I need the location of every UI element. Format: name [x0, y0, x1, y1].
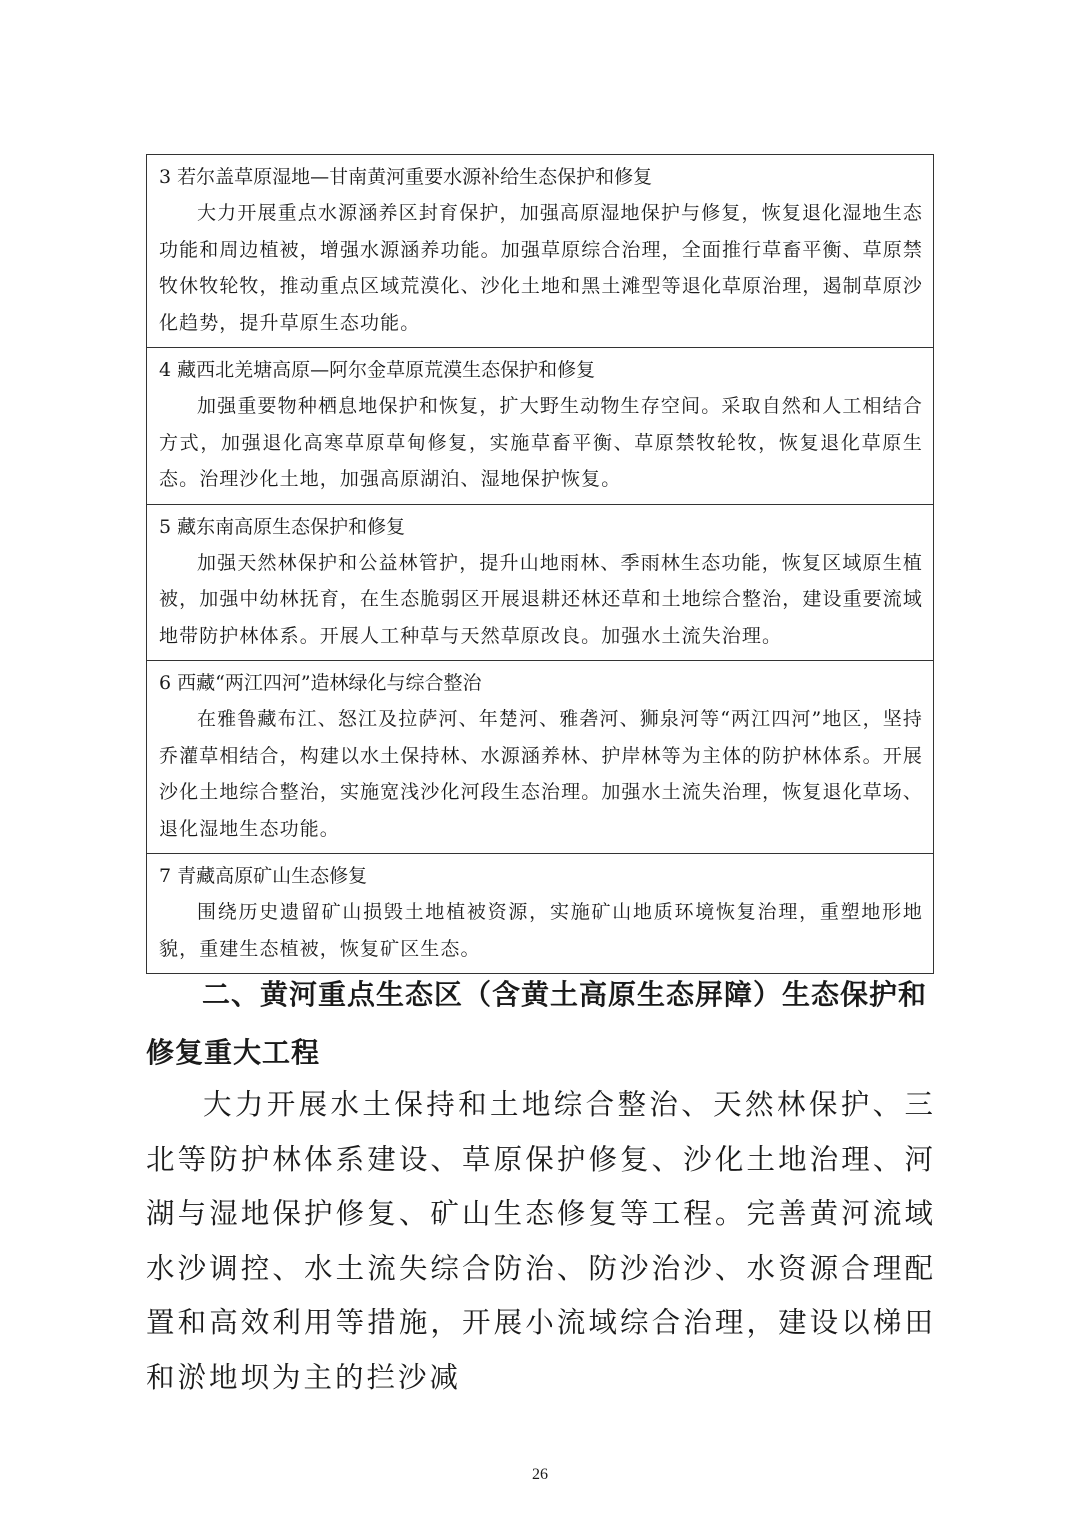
row-title: 7 青藏高原矿山生态修复	[159, 865, 368, 887]
table-row	[147, 155, 933, 347]
table-row	[147, 660, 933, 853]
table-row	[147, 504, 933, 661]
table-row	[147, 347, 933, 504]
row-title: 4 藏西北羌塘高原—阿尔金草原荒漠生态保护和修复	[159, 359, 596, 381]
row-body: 围绕历史遗留矿山损毁土地植被资源，实施矿山地质环境恢复治理，重塑地形地貌，重建生态植被，恢复矿区生态。	[159, 901, 923, 960]
row-body: 加强重要物种栖息地保护和恢复，扩大野生动物生存空间。采取自然和人工相结合方式，加强退化高寒草原草甸修复，实施草畜平衡、草原禁牧轮牧，恢复退化草原生态。治理沙化土地，加强高原湖泊、湿地保护恢复。	[159, 395, 923, 490]
project-table	[146, 154, 934, 974]
table-row	[147, 853, 933, 973]
page-number: 26	[532, 1466, 548, 1483]
section-heading: 二、黄河重点生态区（含黄土高原生态屏障）生态保护和修复重大工程	[146, 978, 928, 1069]
row-body: 在雅鲁藏布江、怒江及拉萨河、年楚河、雅砻河、狮泉河等“两江四河”地区，坚持乔灌草相结合，构建以水土保持林、水源涵养林、护岸林等为主体的防护林体系。开展沙化土地综合整治，实施宽浅沙化河段生态治理。加强水土流失治理，恢复退化草场、退化湿地生态功能。	[159, 708, 923, 840]
body-paragraph: 大力开展水土保持和土地综合整治、天然林保护、三北等防护林体系建设、草原保护修复、沙化土地治理、河湖与湿地保护修复、矿山生态修复等工程。完善黄河流域水沙调控、水土流失综合防治、防沙治沙、水资源合理配置和高效利用等措施，开展小流域综合治理，建设以梯田和淤地坝为主的拦沙减	[146, 1088, 936, 1394]
row-body: 加强天然林保护和公益林管护，提升山地雨林、季雨林生态功能，恢复区域原生植被，加强中幼林抚育，在生态脆弱区开展退耕还林还草和土地综合整治，建设重要流域地带防护林体系。开展人工种草与天然草原改良。加强水土流失治理。	[159, 551, 923, 647]
row-title: 6 西藏“两江四河”造林绿化与综合整治	[159, 672, 482, 694]
row-title: 5 藏东南高原生态保护和修复	[159, 515, 406, 538]
row-body: 大力开展重点水源涵养区封育保护，加强高原湿地保护与修复，恢复退化湿地生态功能和周边植被，增强水源涵养功能。加强草原综合治理，全面推行草畜平衡、草原禁牧休牧轮牧，推动重点区域荒漠化、沙化土地和黑土滩型等退化草原治理，遏制草原沙化趋势，提升草原生态功能。	[159, 202, 923, 334]
row-title: 3 若尔盖草原湿地—甘南黄河重要水源补给生态保护和修复	[159, 166, 653, 188]
